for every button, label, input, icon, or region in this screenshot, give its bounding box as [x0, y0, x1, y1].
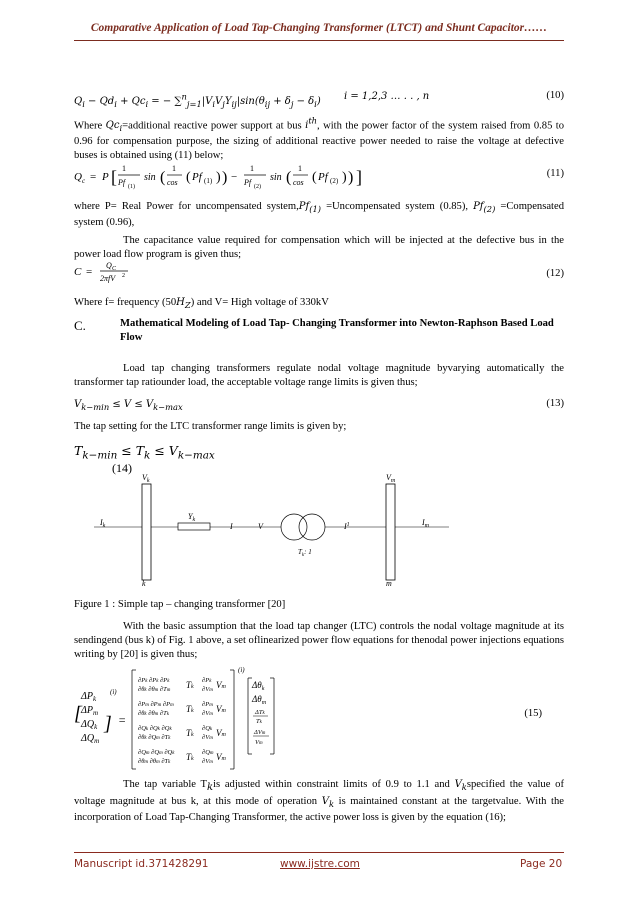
svg-text:∂Pm: ∂Pm [202, 701, 213, 708]
svg-text:(i): (i) [238, 666, 245, 674]
svg-text:∂Vm: ∂Vm [202, 758, 213, 765]
svg-text:−: − [231, 171, 238, 183]
svg-text:): ) [348, 169, 354, 186]
equation-12 [74, 262, 564, 286]
paragraph-linearized: With the basic assumption that the load tap changer (LTC) controls the nodal voltage magnitude at its sendingend (bus k) of Fig. 1 above, a set oflinearized power flow equations for thenodal power injections equations writing by [20] is given thus; [74, 621, 564, 660]
svg-text:Δθm: $\Delta\theta_m$ [252, 694, 267, 706]
svg-text:Q: Q [106, 261, 112, 270]
svg-text:Tk: Tk [186, 704, 194, 714]
svg-text:Vm: Vm [216, 704, 226, 714]
paragraph-power-factor: where P= Real Power for uncompensated $system,Pf_{(1)}$ =Uncompensated system (0.85), $Pf_{(2)}$ =Compensated system (0.96), [74, 201, 564, 228]
footer-website-link[interactable]: www.ijstre.com [280, 858, 360, 870]
section-title: Mathematical Modeling of Load Tap- Changing Transformer into Newton-Raphson Based Load Flow [120, 318, 554, 343]
label-k: k [142, 579, 146, 588]
svg-text:): ) [342, 170, 347, 185]
paragraph-frequency: Where f= frequency $(50H_Z)$ and V= High voltage of 330kV [74, 297, 329, 310]
svg-text:∂Qk ∂Qk ∂Qk: ∂Qk ∂Qk ∂Qk [138, 725, 172, 732]
equation-12-number: (12) [546, 268, 564, 279]
equation-11-number: (11) [546, 168, 564, 179]
figure-transformer-diagram [74, 470, 564, 590]
svg-text:=: = [86, 266, 93, 278]
svg-text:Tk: Tk [186, 728, 194, 738]
equation-14: $T_{k-min} \le T_k \le V_{k-max}$ [74, 443, 215, 462]
paragraph-tap-setting: The tap setting for the LTC transformer range limits is given by; [74, 421, 347, 432]
svg-text:1: 1 [250, 164, 254, 173]
svg-text:ΔTk: ΔTk [255, 709, 265, 716]
equation-11 [74, 164, 564, 194]
bus-k-bar [142, 484, 151, 580]
equation-15-number: (15) [524, 708, 542, 719]
svg-text:Q: Q [74, 171, 82, 183]
admittance-box [178, 523, 210, 530]
svg-text:Vm: Vm [255, 739, 263, 746]
label-i1: $I^1$ [344, 522, 350, 531]
svg-text:ΔQm: $\Delta Q_m$ [81, 733, 100, 745]
svg-text:P: P [102, 171, 109, 183]
svg-text:(2): (2) [254, 184, 261, 190]
paragraph-capacitance: The capacitance value required for compensation which will be injected at the defective bus in the power load flow program is given thus; [74, 235, 564, 260]
svg-text:Pf: Pf [192, 171, 202, 183]
svg-text:sin: sin [144, 172, 156, 183]
paragraph-ltc-regulation: Load tap changing transformers regulate nodal voltage magnitude byvarying automatically the transformer tap ratiounder load, the acceptable voltage range limits is given thus; [74, 363, 564, 388]
svg-text:sin: sin [270, 172, 282, 183]
svg-text:): ) [216, 170, 221, 185]
svg-text:∂Vm: ∂Vm [202, 734, 213, 741]
svg-text:Tk: Tk [186, 752, 194, 762]
svg-text:2πfV: 2πfV [100, 274, 116, 283]
svg-text:(: ( [186, 170, 191, 185]
svg-text:Vm: Vm [216, 680, 226, 690]
svg-text:[: [ [111, 167, 117, 187]
svg-text:∂Qk: ∂Qk [202, 725, 213, 732]
footer-page-number: Page 20 [520, 858, 563, 870]
svg-text:c: c [82, 177, 86, 185]
equation-14-number: (14) [112, 461, 132, 475]
svg-text:Vm: Vm [216, 728, 226, 738]
svg-text:(: ( [286, 169, 292, 186]
svg-text:∂θk ∂θm ∂Tm: ∂θk ∂θm ∂Tm [138, 686, 171, 693]
svg-text:C: C [74, 266, 82, 278]
svg-text:cos: cos [293, 178, 304, 187]
svg-text:]: ] [104, 713, 112, 735]
svg-text:]: ] [356, 167, 362, 187]
svg-text:∂θk ∂Qm ∂Tk: ∂θk ∂Qm ∂Tk [138, 734, 171, 741]
svg-text:=: = [90, 171, 97, 183]
equation-13-number: (13) [546, 398, 564, 409]
svg-text:(: ( [312, 170, 317, 185]
svg-text:): ) [222, 169, 228, 186]
label-m: m [386, 579, 392, 588]
paragraph-qc-definition: Where $Qc_i=additional$ reactive power support at bus $i^{th}$, with the power factor of the system raised from 0.85 to 0.96 for compensation purpose, the sizing of additional reactive power needed to raise the voltage at defective buses is obtained using (11) below; [74, 116, 565, 162]
figure-caption: Figure 1 : Simple tap – changing transformer [20] [74, 599, 286, 610]
svg-text:∂Qm ∂Qm ∂Qk: ∂Qm ∂Qm ∂Qk [138, 749, 175, 756]
svg-text:Pf: Pf [118, 178, 126, 187]
svg-text:(1): (1) [128, 184, 135, 190]
section-letter: C. [74, 318, 86, 333]
svg-text:∂θm ∂θm ∂Tk: ∂θm ∂θm ∂Tk [138, 758, 171, 765]
svg-text:1: 1 [172, 164, 176, 173]
svg-text:ΔQk: $\Delta Q_k$ [81, 719, 98, 731]
svg-text:cos: cos [167, 178, 178, 187]
svg-text:Tk: Tk [256, 718, 262, 725]
svg-text:Δθk: $\Delta\theta_k$ [252, 680, 265, 692]
svg-text:∂Pk ∂Pk ∂Pk: ∂Pk ∂Pk ∂Pk [138, 677, 170, 684]
svg-text:Tk: Tk [186, 680, 194, 690]
label-im: $I_m$ [422, 518, 430, 529]
svg-text:(i): (i) [110, 688, 117, 696]
label-v: V [258, 522, 263, 531]
svg-text:∂Vm: ∂Vm [202, 686, 213, 693]
svg-text:ΔVm: ΔVm [254, 729, 266, 736]
svg-text:2: 2 [122, 273, 125, 279]
svg-text:Pf: Pf [318, 171, 328, 183]
label-yk: $Y_k$ [188, 512, 196, 523]
paragraph-tap-variable: The tap variable $T_kis$ adjusted within constraint limits of 0.9 to 1.1 and $V_kspecified$ the value of voltage magnitude at bus k, at this mode of operation $V_k$ is maintained constant at the targetvalue. With the incorporation of Load Tap-Changing Transformer, the active power loss is given by the equation (16); [74, 779, 564, 824]
svg-text:(2): (2) [330, 177, 339, 185]
svg-text:Pf: Pf [244, 178, 252, 187]
svg-text:∂Qm: ∂Qm [202, 749, 214, 756]
label-ik: $I_k$ [100, 518, 106, 529]
svg-text:∂Pm ∂Pm ∂Pm: ∂Pm ∂Pm ∂Pm [138, 701, 174, 708]
svg-text:∂Vm: ∂Vm [202, 710, 213, 717]
footer-manuscript-id: Manuscript id.371428291 [74, 858, 209, 870]
svg-text:=: = [118, 713, 127, 727]
label-tap-ratio: $T_k$: 1 [298, 548, 312, 558]
svg-text:C: C [112, 266, 117, 272]
footer-rule [74, 852, 564, 853]
svg-text:(: ( [160, 169, 166, 186]
svg-text:(1): (1) [204, 177, 213, 185]
equation-15-matrix [74, 664, 494, 774]
equation-10: $Q_i - Qd_i + Qc_i$ = − $\sum^n_{j=1}|V_iV_jY_{ij}|\sin(\theta_{ij} + \delta_j - \delta_i)$ i = 1,2,3 … . . , n [74, 91, 430, 110]
transformer-secondary-coil [299, 514, 325, 540]
section-heading [74, 318, 554, 343]
label-vk: $V_k$ [142, 473, 150, 484]
header-rule [74, 40, 564, 41]
label-vm: $V_m$ [386, 473, 396, 484]
svg-text:[: [ [74, 703, 82, 725]
equation-12-svg [74, 258, 154, 286]
running-header: Comparative Application of Load Tap-Changing Transformer (LTCT) and Shunt Capacitor…… [90, 22, 548, 34]
equation-10-number: (10) [546, 90, 564, 101]
svg-text:∂θk ∂θm ∂Tk: ∂θk ∂θm ∂Tk [138, 710, 169, 717]
svg-text:1: 1 [122, 164, 126, 173]
svg-text:ΔPk: $\Delta P_k$ [81, 691, 97, 703]
svg-text:∂Pk: ∂Pk [202, 677, 212, 684]
svg-text:1: 1 [298, 164, 302, 173]
svg-text:ΔPm: $\Delta P_m$ [81, 705, 99, 717]
label-i: I [230, 522, 233, 531]
equation-13: $V_{k-min} \le V \le V_{k-max}$ [74, 399, 183, 412]
svg-text:Vm: Vm [216, 752, 226, 762]
bus-m-bar [386, 484, 395, 580]
equation-10-range: i = 1,2,3 … . . , n [344, 91, 430, 102]
equation-11-svg [74, 160, 514, 194]
